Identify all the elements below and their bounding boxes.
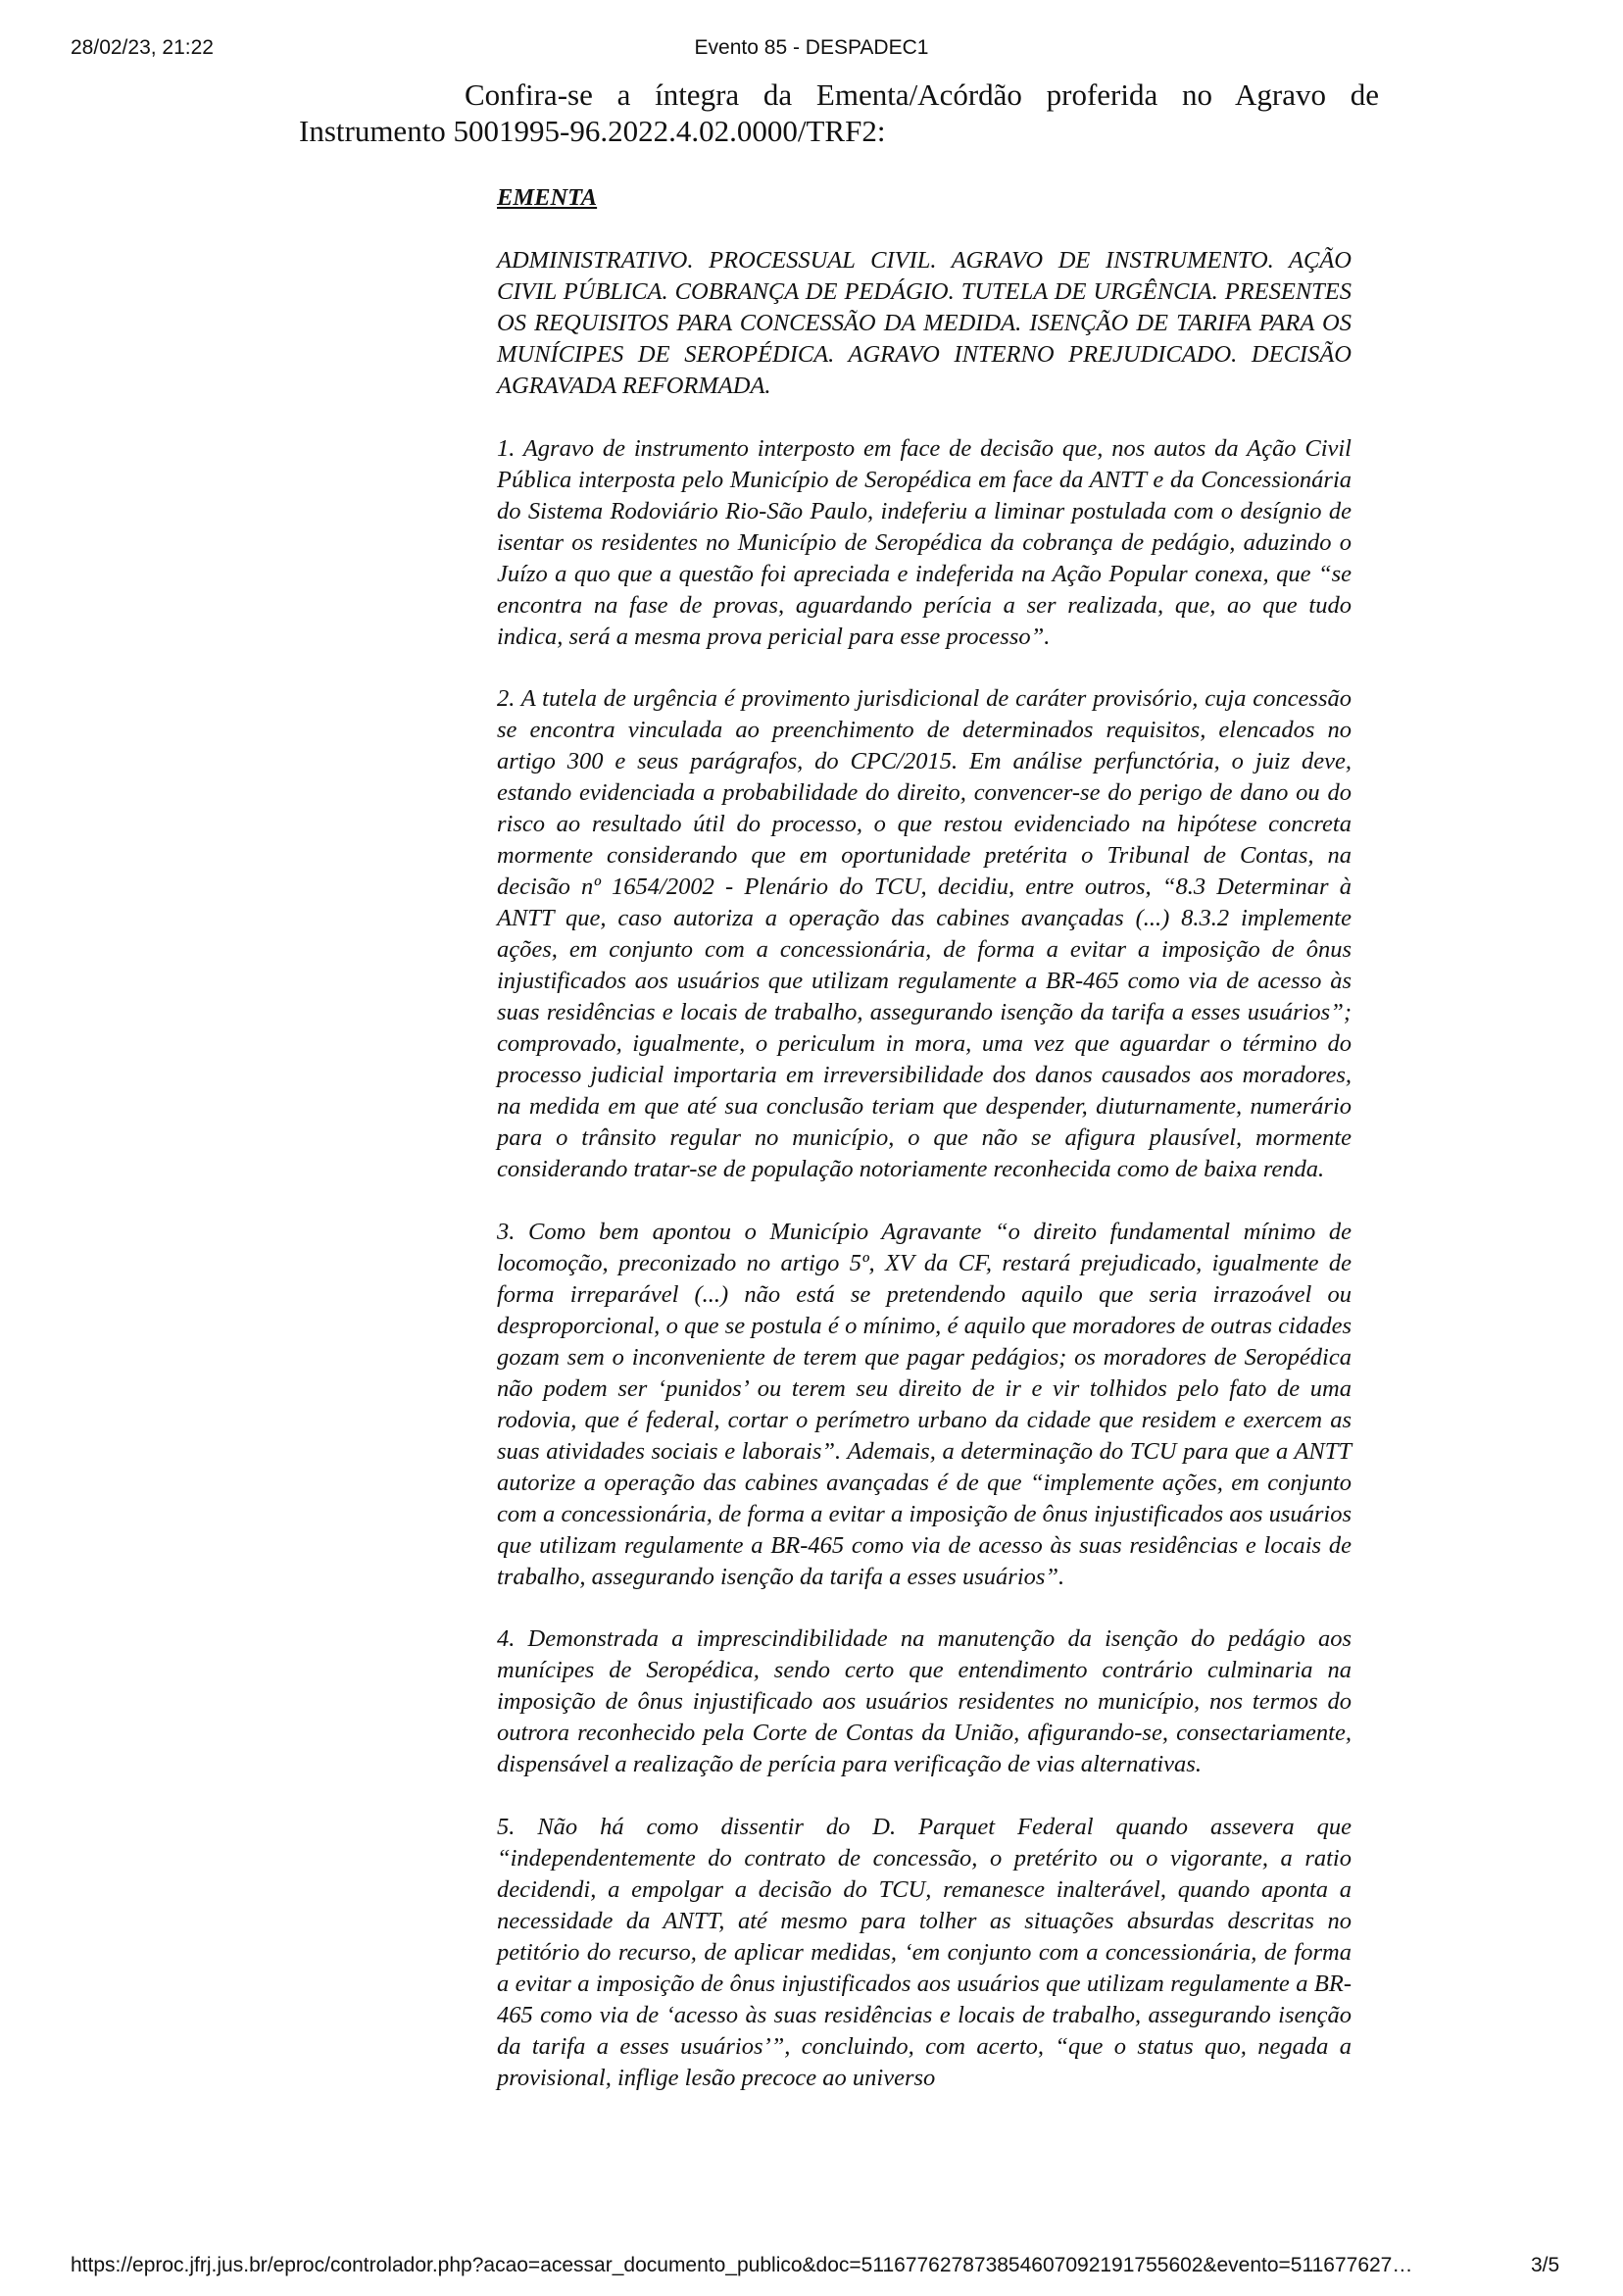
ementa-section — [497, 182, 1352, 2124]
ementa-title: EMENTA — [497, 184, 598, 211]
document-url: https://eproc.jfrj.jus.br/eproc/controlador.php?acao=acessar_documento_publico&doc=511677627873854607092191755602&evento=511677627… — [71, 2254, 1413, 2276]
ementa-heading: ADMINISTRATIVO. PROCESSUAL CIVIL. AGRAVO DE INSTRUMENTO. AÇÃO CIVIL PÚBLICA. COBRANÇA DE PEDÁGIO. TUTELA DE URGÊNCIA. PRESENTES OS REQUISITOS PARA CONCESSÃO DA MEDIDA. ISENÇÃO DE TARIFA PARA OS MUNÍCIPES DE SEROPÉDICA. AGRAVO INTERNO PREJUDICADO. DECISÃO AGRAVADA REFORMADA. — [497, 247, 1352, 399]
ementa-paragraph-2: 2. A tutela de urgência é provimento jurisdicional de caráter provisório, cuja concessão se encontra vinculada ao preenchimento de determinados requisitos, elencados no artigo 300 e seus parágrafos, do CPC/2015. Em análise perfunctória, o juiz deve, estando evidenciada a probabilidade do direito, convencer-se do perigo de dano ou do risco ao resultado útil do processo, o que restou evidenciado na hipótese concreta mormente considerando que em oportunidade pretérita o Tribunal de Contas, na decisão nº 1654/2002 - Plenário do TCU, decidiu, entre outros, “8.3 Determinar à ANTT que, caso autoriza a operação das cabines avançadas (...) 8.3.2 implemente ações, em conjunto com a concessionária, de forma a evitar a imposição de ônus injustificados aos usuários que utilizam regulamente a BR-465 como via de acesso às suas residências e locais de trabalho, assegurando isenção da tarifa a esses usuários”; comprovado, igualmente, o periculum in mora, uma vez que aguardar o término do processo judicial importaria em irreversibilidade dos danos causados aos moradores, na medida em que até sua conclusão teriam que despender, diuturnamente, numerário para o trânsito regular no município, o que não se afigura plausível, mormente considerando tratar-se de população notoriamente reconhecida como de baixa renda. — [497, 685, 1352, 1182]
ementa-paragraph-3: 3. Como bem apontou o Município Agravante “o direito fundamental mínimo de locomoção, preconizado no artigo 5º, XV da CF, restará prejudicado, igualmente de forma irreparável (...) não está se pretendendo aquilo que seria irrazoável ou desproporcional, o que se postula é o mínimo, é aquilo que moradores de outras cidades gozam sem o inconveniente de terem que pagar pedágios; os moradores de Seropédica não podem ser ‘punidos’ ou terem seu direito de ir e vir tolhidos pelo fato de uma rodovia, que é federal, cortar o perímetro urbano da cidade que residem e exercem as suas atividades sociais e laborais”. Ademais, a determinação do TCU para que a ANTT autorize a operação das cabines avançadas é de que “implemente ações, em conjunto com a concessionária, de forma a evitar a imposição de ônus injustificados aos usuários que utilizam regulamente a BR-465 como via de acesso às suas residências e locais de trabalho, assegurando isenção da tarifa a esses usuários”. — [497, 1218, 1352, 1590]
intro-line-2: Instrumento 5001995-96.2022.4.02.0000/TRF2: — [299, 114, 886, 148]
document-title: Evento 85 - DESPADEC1 — [694, 36, 929, 59]
ementa-paragraph-4: 4. Demonstrada a imprescindibilidade na manutenção da isenção do pedágio aos munícipes de Seropédica, sendo certo que entendimento contrário culminaria na imposição de ônus injustificado aos usuários residentes no município, nos termos do outrora reconhecido pela Corte de Contas da União, afigurando-se, consectariamente, dispensável a realização de perícia para verificação de vias alternativas. — [497, 1625, 1352, 1777]
intro-line-1: Confira-se a íntegra da Ementa/Acórdão proferida no Agravo de — [465, 77, 1379, 112]
ementa-paragraph-5: 5. Não há como dissentir do D. Parquet Federal quando assevera que “independentemente do contrato de concessão, o pretérito ou o vigorante, a ratio decidendi, a empolgar a decisão do TCU, remanesce inalterável, quando aponta a necessidade da ANTT, até mesmo para tolher as situações absurdas descritas no petitório do recurso, de aplicar medidas, ‘em conjunto com a concessionária, de forma a evitar a imposição de ônus injustificados aos usuários que utilizam regulamente a BR-465 como via de ‘acesso às suas residências e locais de trabalho, assegurando isenção da tarifa a esses usuários’”, concluindo, com acerto, “que o status quo, negada a provisional, inflige lesão precoce ao universo — [497, 1813, 1352, 2091]
print-datetime: 28/02/23, 21:22 — [71, 36, 214, 59]
ementa-paragraph-1: 1. Agravo de instrumento interposto em face de decisão que, nos autos da Ação Civil Pública interposta pelo Município de Seropédica em face da ANTT e da Concessionária do Sistema Rodoviário Rio-São Paulo, indeferiu a liminar postulada com o desígnio de isentar os residentes no Município de Seropédica da cobrança de pedágio, aduzindo o Juízo a quo que a questão foi apreciada e indeferida na Ação Popular conexa, que “se encontra na fase de provas, aguardando perícia a ser realizada, que, ao que tudo indica, será a mesma prova pericial para esse processo”. — [497, 434, 1352, 650]
intro-text — [299, 76, 1379, 149]
page-number: 3/5 — [1531, 2254, 1560, 2276]
